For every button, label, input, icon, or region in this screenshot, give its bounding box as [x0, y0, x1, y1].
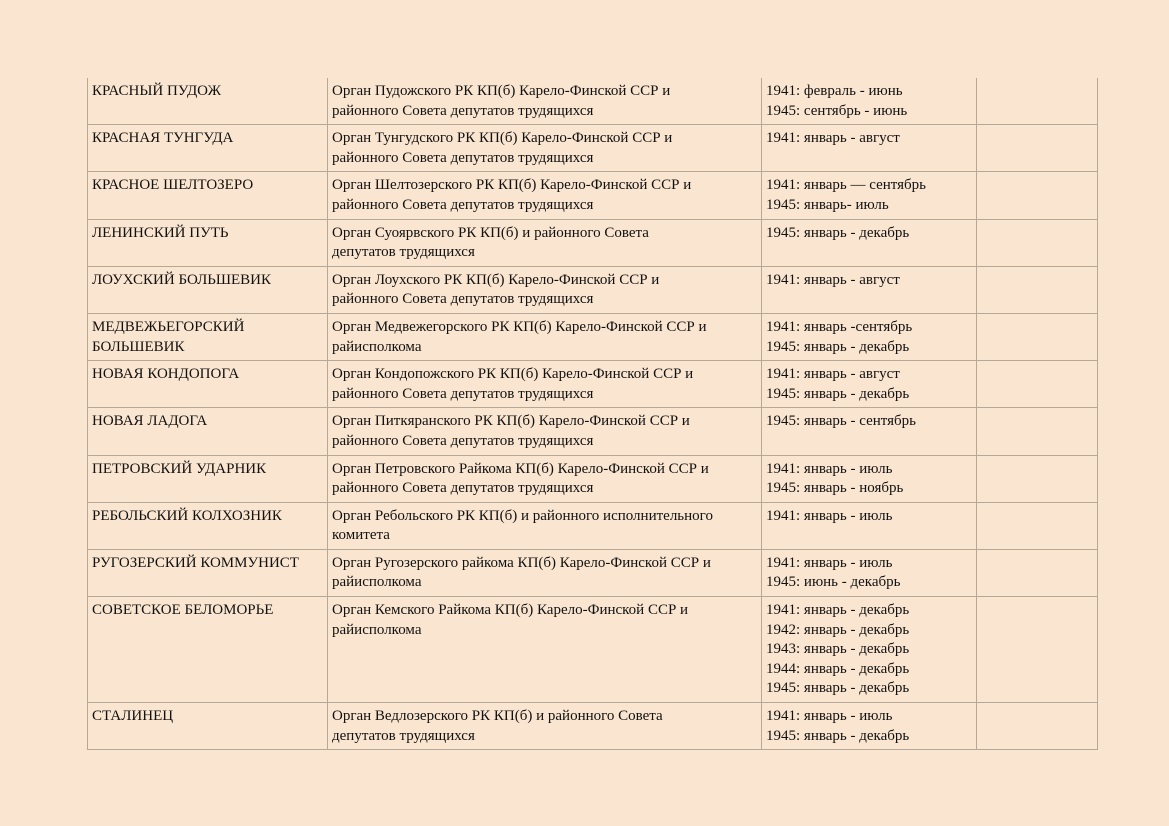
newspaper-title-cell-line: СОВЕТСКОЕ БЕЛОМОРЬЕ	[92, 602, 274, 619]
table-row	[88, 597, 1098, 703]
notes-cell	[977, 703, 1098, 750]
newspaper-title-cell	[88, 172, 328, 219]
newspaper-title-cell	[88, 408, 328, 455]
publication-years-cell	[762, 408, 977, 455]
publication-years-cell-line: 1941: январь - август	[766, 366, 900, 383]
publication-years-cell	[762, 597, 977, 703]
notes-cell	[977, 502, 1098, 549]
organ-description-cell-line: депутатов трудящихся	[332, 244, 475, 261]
newspaper-title-cell	[88, 266, 328, 313]
organ-description-cell	[328, 172, 762, 219]
notes-cell	[977, 266, 1098, 313]
publication-years-cell	[762, 78, 977, 125]
publication-years-cell-line: 1941: январь - август	[766, 130, 900, 147]
organ-description-cell-line: комитета	[332, 527, 390, 544]
publication-years-cell-line: 1941: январь - июль	[766, 460, 893, 477]
publication-years-cell-line: 1941: январь — сентябрь	[766, 177, 926, 194]
publication-years-cell	[762, 502, 977, 549]
organ-description-cell-line: районного Совета депутатов трудящихся	[332, 432, 594, 449]
publication-years-cell-line: 1945: сентябрь - июнь	[766, 102, 908, 119]
table-row	[88, 549, 1098, 596]
publication-years-cell	[762, 313, 977, 360]
organ-description-cell-line: Орган Медвежегорского РК КП(б) Карело-Финской ССР и	[332, 318, 707, 335]
organ-description-cell-line: райисполкома	[332, 574, 422, 591]
publication-years-cell	[762, 172, 977, 219]
organ-description-cell-line: Орган Питкяранского РК КП(б) Карело-Финской ССР и	[332, 413, 690, 430]
publication-years-cell	[762, 549, 977, 596]
organ-description-cell-line: райисполкома	[332, 621, 422, 638]
organ-description-cell	[328, 597, 762, 703]
publication-years-cell-line: 1945: январь - декабрь	[766, 727, 910, 744]
newspaper-title-cell-line: КРАСНАЯ ТУНГУДА	[92, 130, 234, 147]
table-row	[88, 266, 1098, 313]
notes-cell	[977, 125, 1098, 172]
organ-description-cell-line: Орган Петровского Райкома КП(б) Карело-Финской ССР и	[332, 460, 709, 477]
notes-cell	[977, 219, 1098, 266]
organ-description-cell-line: Орган Ребольского РК КП(б) и районного исполнительного	[332, 507, 713, 524]
organ-description-cell	[328, 361, 762, 408]
publication-years-cell	[762, 455, 977, 502]
organ-description-cell	[328, 125, 762, 172]
newspaper-title-cell	[88, 549, 328, 596]
notes-cell	[977, 455, 1098, 502]
publication-years-cell-line: 1945: январь- июль	[766, 196, 889, 213]
organ-description-cell-line: Орган Пудожского РК КП(б) Карело-Финской ССР и	[332, 83, 671, 99]
notes-cell	[977, 549, 1098, 596]
notes-cell	[977, 78, 1098, 125]
organ-description-cell-line: Орган Ругозерского райкома КП(б) Карело-Финской ССР и	[332, 554, 711, 571]
organ-description-cell	[328, 219, 762, 266]
organ-description-cell-line: Орган Кемского Райкома КП(б) Карело-Финской ССР и	[332, 602, 689, 619]
newspaper-title-cell-line: ПЕТРОВСКИЙ УДАРНИК	[92, 460, 267, 477]
organ-description-cell-line: Орган Суоярвского РК КП(б) и районного Совета	[332, 224, 649, 241]
newspaper-title-cell	[88, 219, 328, 266]
newspaper-title-cell	[88, 361, 328, 408]
notes-cell	[977, 597, 1098, 703]
publication-years-cell	[762, 125, 977, 172]
publication-years-cell-line: 1945: январь - декабрь	[766, 224, 910, 241]
publication-years-cell	[762, 703, 977, 750]
publication-years-cell-line: 1945: январь - декабрь	[766, 385, 910, 402]
newspaper-title-cell	[88, 125, 328, 172]
newspaper-title-cell-line: МЕДВЕЖЬЕГОРСКИЙ	[92, 318, 245, 335]
publication-years-cell-line: 1942: январь - декабрь	[766, 621, 910, 638]
newspaper-title-cell-line: КРАСНОЕ ШЕЛТОЗЕРО	[92, 177, 254, 194]
organ-description-cell-line: Орган Шелтозерского РК КП(б) Карело-Финской ССР и	[332, 177, 692, 194]
publication-years-cell-line: 1945: январь - сентябрь	[766, 413, 916, 430]
organ-description-cell	[328, 455, 762, 502]
publication-years-cell-line: 1945: январь - декабрь	[766, 338, 910, 355]
table-row	[88, 455, 1098, 502]
newspaper-title-cell	[88, 502, 328, 549]
publication-years-cell-line: 1941: январь - декабрь	[766, 602, 910, 619]
table-row	[88, 703, 1098, 750]
notes-cell	[977, 172, 1098, 219]
organ-description-cell-line: районного Совета депутатов трудящихся	[332, 480, 594, 497]
organ-description-cell-line: районного Совета депутатов трудящихся	[332, 291, 594, 308]
publication-years-cell-line: 1941: январь - июль	[766, 708, 893, 725]
table-row	[88, 78, 1098, 125]
newspaper-title-cell-line: КРАСНЫЙ ПУДОЖ	[92, 83, 222, 99]
publication-years-cell-line: 1941: январь -сентябрь	[766, 318, 913, 335]
organ-description-cell-line: районного Совета депутатов трудящихся	[332, 149, 594, 166]
organ-description-cell-line: Орган Тунгудского РК КП(б) Карело-Финской ССР и	[332, 130, 673, 147]
publication-years-cell-line: 1944: январь - декабрь	[766, 660, 910, 677]
newspaper-title-cell-line: СТАЛИНЕЦ	[92, 708, 174, 725]
organ-description-cell-line: районного Совета депутатов трудящихся	[332, 102, 594, 119]
publication-years-cell	[762, 361, 977, 408]
organ-description-cell	[328, 549, 762, 596]
publication-years-cell-line: 1941: февраль - июнь	[766, 83, 903, 99]
newspaper-title-cell-line: РЕБОЛЬСКИЙ КОЛХОЗНИК	[92, 507, 282, 524]
publication-years-cell-line: 1941: январь - июль	[766, 507, 893, 524]
publication-years-cell-line: 1943: январь - декабрь	[766, 641, 910, 658]
organ-description-cell	[328, 313, 762, 360]
newspaper-title-cell-line: НОВАЯ КОНДОПОГА	[92, 366, 240, 383]
notes-cell	[977, 408, 1098, 455]
publication-years-cell-line: 1941: январь - июль	[766, 554, 893, 571]
organ-description-cell	[328, 78, 762, 125]
publication-years-cell-line: 1941: январь - август	[766, 271, 900, 288]
newspaper-title-cell-line: РУГОЗЕРСКИЙ КОММУНИСТ	[92, 554, 299, 571]
notes-cell	[977, 313, 1098, 360]
newspaper-title-cell	[88, 703, 328, 750]
organ-description-cell-line: районного Совета депутатов трудящихся	[332, 385, 594, 402]
organ-description-cell	[328, 502, 762, 549]
table-row	[88, 219, 1098, 266]
table-row	[88, 502, 1098, 549]
publication-years-cell-line: 1945: январь - ноябрь	[766, 480, 904, 497]
publication-years-cell	[762, 266, 977, 313]
newspaper-title-cell-line: БОЛЬШЕВИК	[92, 338, 185, 355]
newspaper-title-cell-line: НОВАЯ ЛАДОГА	[92, 413, 208, 430]
organ-description-cell-line: Орган Лоухского РК КП(б) Карело-Финской ССР и	[332, 271, 660, 288]
newspaper-title-cell	[88, 455, 328, 502]
table-row	[88, 408, 1098, 455]
organ-description-cell-line: Орган Ведлозерского РК КП(б) и районного Совета	[332, 708, 663, 725]
newspaper-title-cell	[88, 78, 328, 125]
organ-description-cell	[328, 408, 762, 455]
organ-description-cell-line: райисполкома	[332, 338, 422, 355]
newspaper-title-cell-line: ЛЕНИНСКИЙ ПУТЬ	[92, 224, 229, 241]
table-row	[88, 125, 1098, 172]
newspaper-title-cell-line: ЛОУХСКИЙ БОЛЬШЕВИК	[92, 271, 271, 288]
table-row	[88, 313, 1098, 360]
publication-years-cell	[762, 219, 977, 266]
publication-years-cell-line: 1945: июнь - декабрь	[766, 574, 901, 591]
notes-cell	[977, 361, 1098, 408]
organ-description-cell	[328, 266, 762, 313]
organ-description-cell-line: районного Совета депутатов трудящихся	[332, 196, 594, 213]
organ-description-cell-line: Орган Кондопожского РК КП(б) Карело-Финской ССР и	[332, 366, 694, 383]
table-body	[88, 78, 1098, 750]
table-row	[88, 172, 1098, 219]
table-row	[88, 361, 1098, 408]
newspaper-title-cell	[88, 597, 328, 703]
publication-years-cell-line: 1945: январь - декабрь	[766, 680, 910, 697]
organ-description-cell	[328, 703, 762, 750]
newspaper-table	[87, 78, 1098, 750]
organ-description-cell-line: депутатов трудящихся	[332, 727, 475, 744]
newspaper-title-cell	[88, 313, 328, 360]
